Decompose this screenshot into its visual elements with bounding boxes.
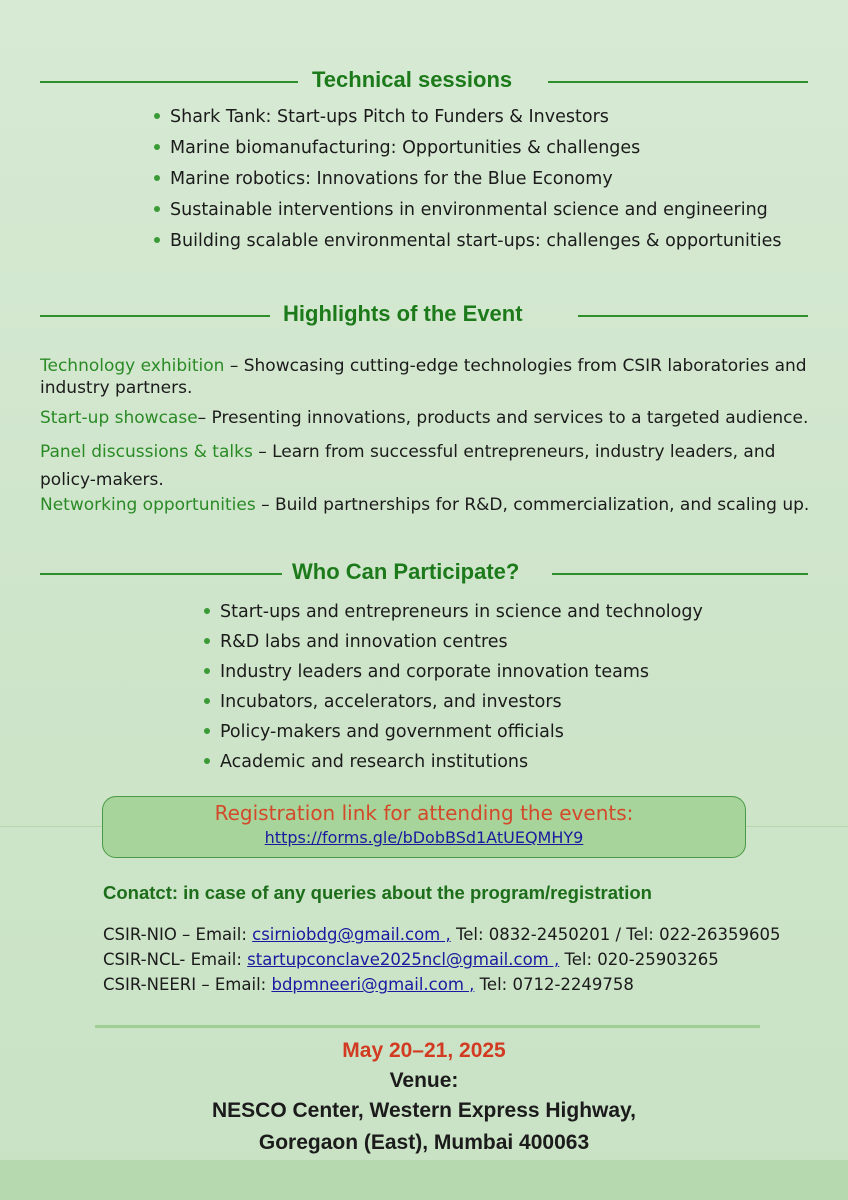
contact-phone: Tel: 0832-2450201 / Tel: 022-26359605 — [450, 925, 781, 944]
list-item: Sustainable interventions in environmental science and engineering — [154, 195, 781, 226]
contact-phone: Tel: 020-25903265 — [559, 950, 719, 969]
participate-header — [0, 559, 848, 589]
list-item: Industry leaders and corporate innovation teams — [204, 657, 703, 687]
registration-title: Registration link for attending the events: — [214, 801, 634, 825]
list-item: Start-ups and entrepreneurs in science and technology — [204, 597, 703, 627]
list-item: Academic and research institutions — [204, 747, 703, 777]
highlight-text: – Presenting innovations, products and services to a targeted audience. — [197, 408, 809, 428]
contact-heading: Conatct: in case of any queries about the program/registration — [103, 882, 652, 903]
registration-divider-right — [746, 826, 848, 827]
contact-line-neeri — [103, 975, 634, 994]
highlight-key: Technology exhibition — [40, 356, 225, 376]
highlight-text: – Build partnerships for R&D, commercialization, and scaling up. — [255, 495, 810, 515]
highlight-key: Networking opportunities — [40, 495, 256, 515]
highlight-key: Panel discussions & talks — [40, 442, 253, 462]
venue-line-1: NESCO Center, Western Express Highway, — [211, 1099, 637, 1122]
highlight-item — [40, 438, 820, 494]
list-item: Building scalable environmental start-ups: challenges & opportunities — [154, 226, 781, 257]
highlight-key: Start-up showcase — [40, 408, 198, 428]
footer-band — [0, 1160, 848, 1200]
email-link[interactable]: startupconclave2025ncl@gmail.com , — [247, 950, 560, 969]
list-item: Shark Tank: Start-ups Pitch to Funders & Investors — [154, 102, 781, 133]
technical-sessions-header — [0, 67, 848, 97]
list-item: Marine biomanufacturing: Opportunities & challenges — [154, 133, 781, 164]
participate-list — [204, 597, 703, 777]
registration-link[interactable]: https://forms.gle/bDobBSd1AtUEQMHY9 — [264, 828, 584, 847]
contact-phone: Tel: 0712-2249758 — [474, 975, 634, 994]
event-date: May 20–21, 2025 — [342, 1039, 506, 1062]
email-link[interactable]: bdpmneeri@gmail.com , — [271, 975, 475, 994]
venue-label: Venue: — [389, 1069, 459, 1092]
contact-line-ncl — [103, 950, 719, 969]
contact-line-nio — [103, 925, 781, 944]
highlights-title: Highlights of the Event — [283, 301, 523, 326]
technical-sessions-title: Technical sessions — [312, 67, 513, 92]
list-item: Incubators, accelerators, and investors — [204, 687, 703, 717]
highlight-item — [40, 355, 820, 399]
participate-title: Who Can Participate? — [292, 559, 520, 584]
highlights-header — [0, 301, 848, 331]
registration-box — [102, 796, 746, 858]
contact-label: CSIR-NIO – Email: — [103, 925, 253, 944]
email-link[interactable]: csirniobdg@gmail.com , — [252, 925, 451, 944]
contact-label: CSIR-NEERI – Email: — [103, 975, 272, 994]
highlight-item — [40, 407, 820, 429]
section-divider — [95, 1025, 760, 1028]
highlight-item — [40, 494, 820, 516]
highlight-text: – Learn from successful entrepreneurs, industry leaders, and policy-makers. — [40, 442, 776, 490]
list-item: Policy-makers and government officials — [204, 717, 703, 747]
registration-divider-left — [0, 826, 102, 827]
list-item: Marine robotics: Innovations for the Blue Economy — [154, 164, 781, 195]
venue-line-2: Goregaon (East), Mumbai 400063 — [258, 1131, 590, 1154]
list-item: R&D labs and innovation centres — [204, 627, 703, 657]
highlight-text: – Showcasing cutting-edge technologies from CSIR laboratories and industry partners. — [40, 356, 807, 398]
contact-label: CSIR-NCL- Email: — [103, 950, 248, 969]
technical-sessions-list — [154, 102, 781, 257]
